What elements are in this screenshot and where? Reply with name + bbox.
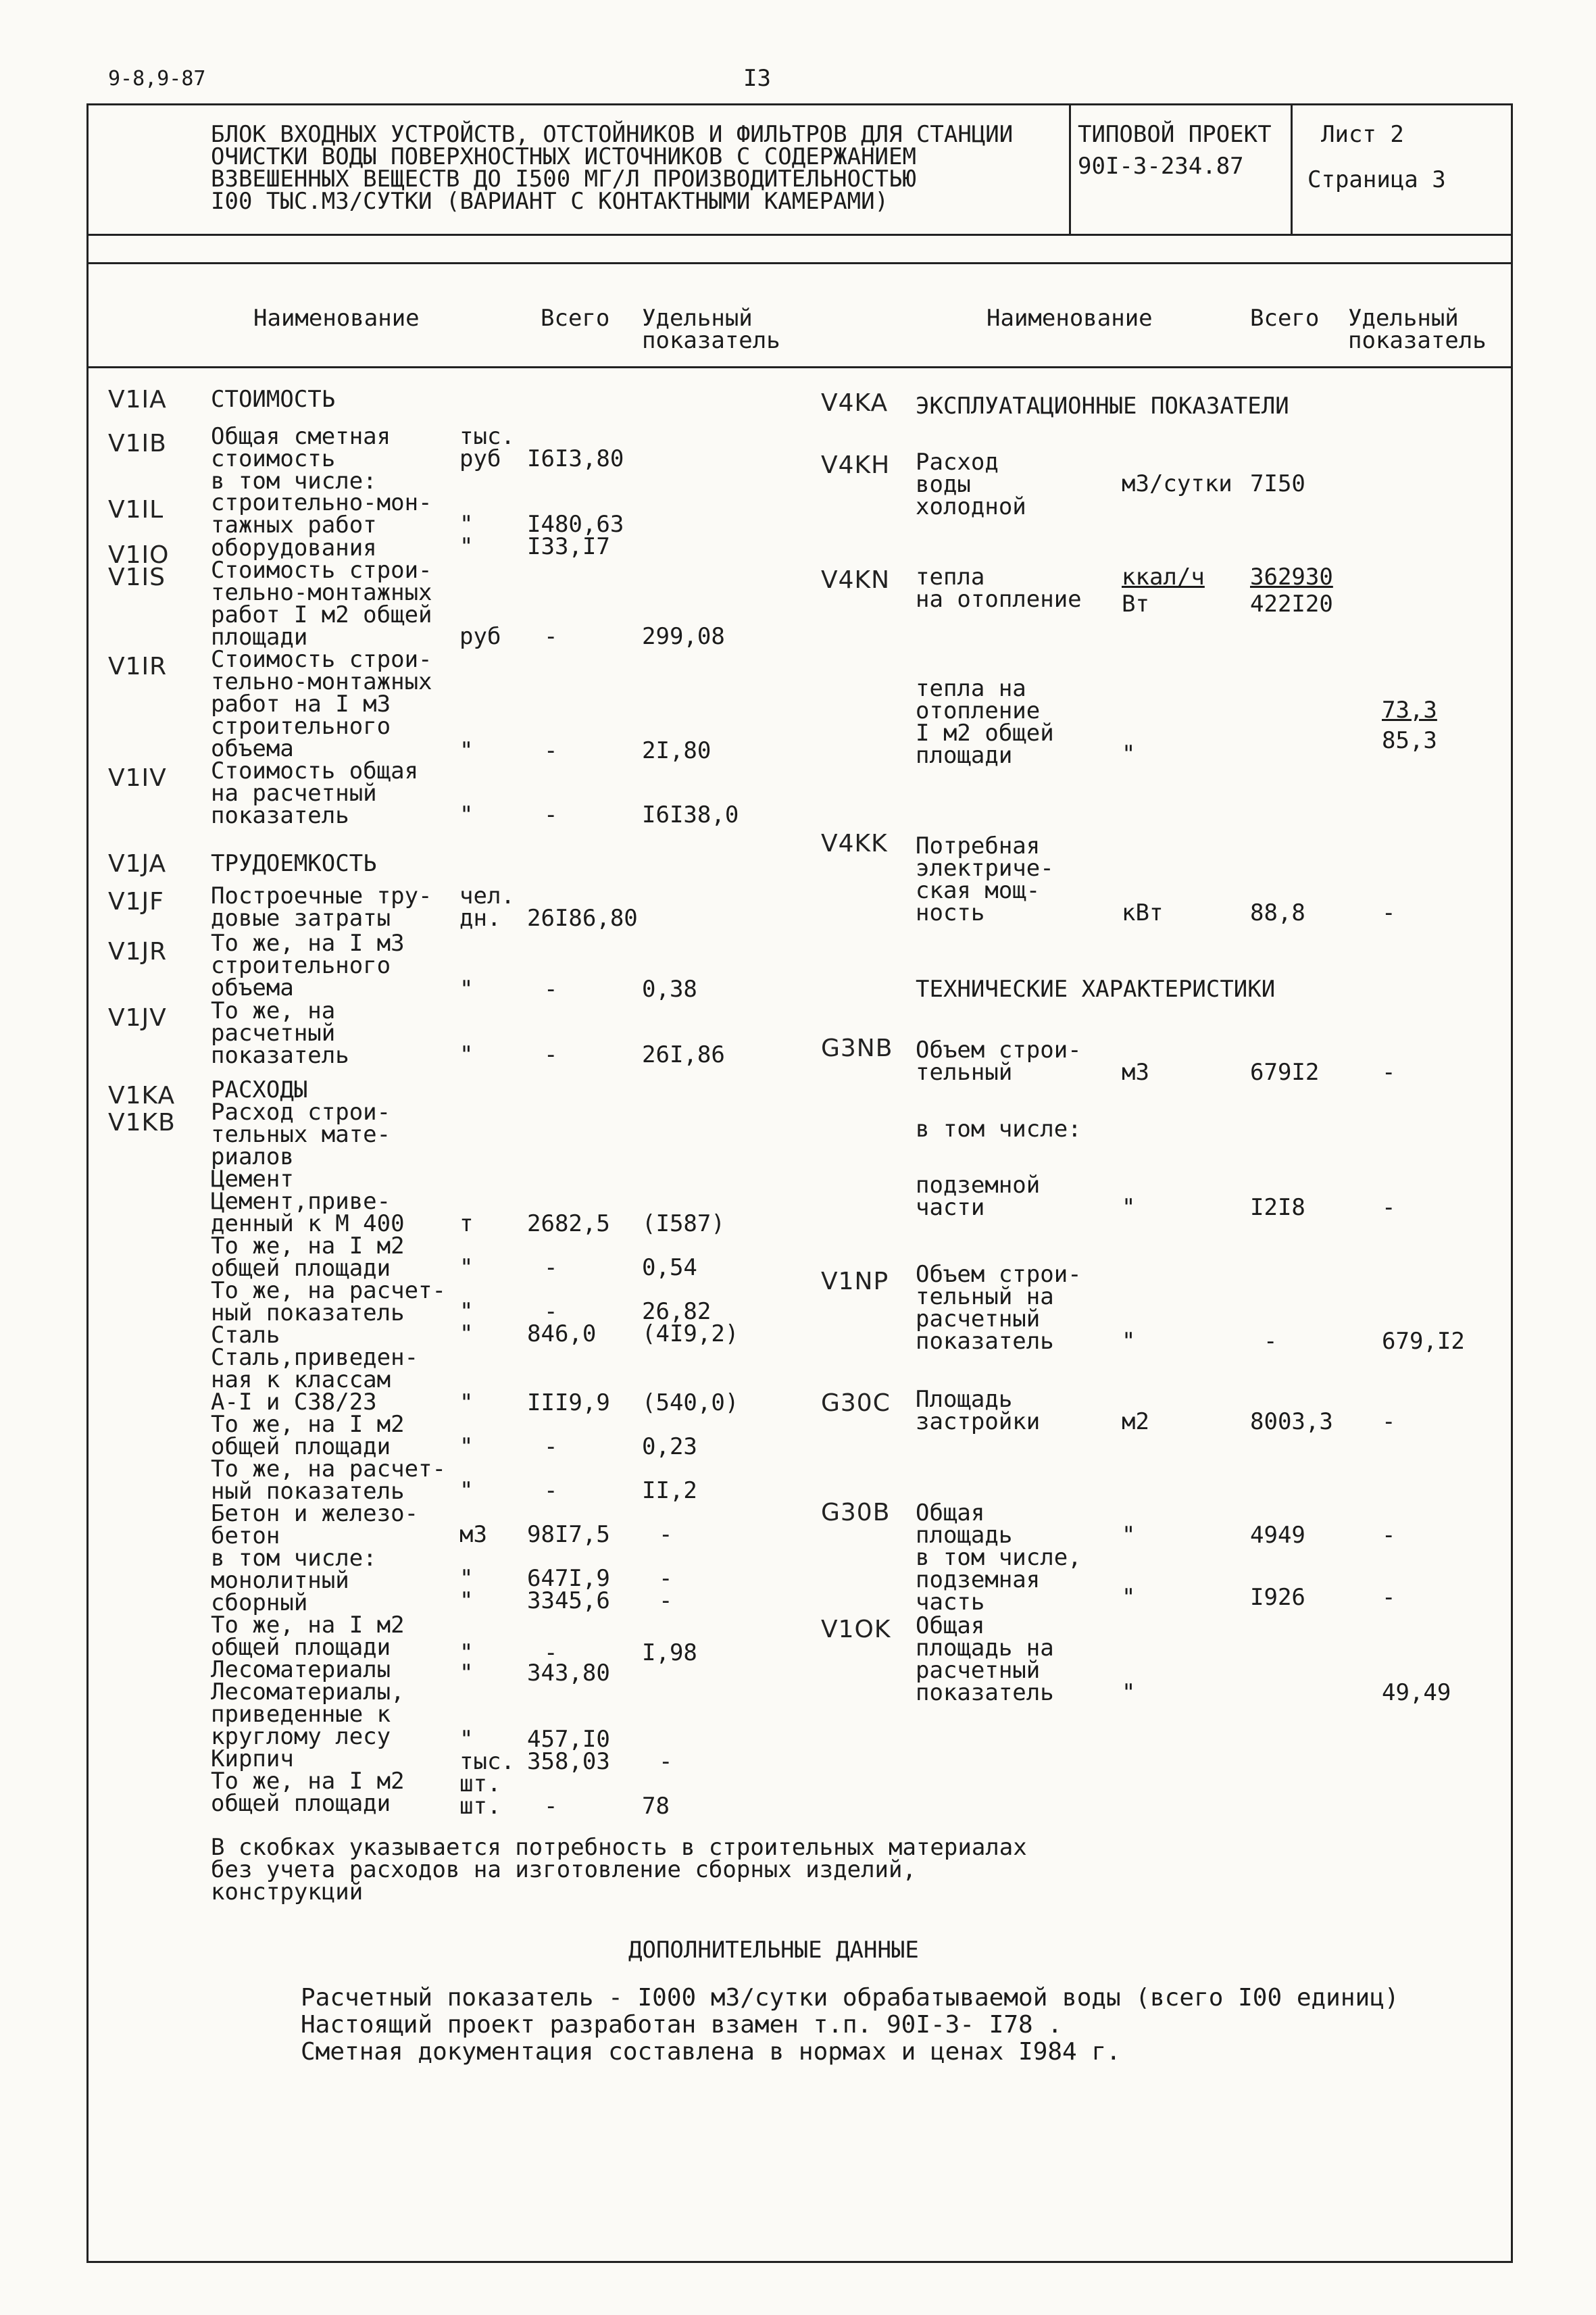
row-label: тельно-монтажных [211,668,432,695]
row-label: сборный [211,1589,308,1616]
row-code: G30C [821,1389,891,1417]
row-total: 457,I0 [527,1726,610,1753]
row-label: тельных мате- [211,1121,391,1148]
row-label: ная к классам [211,1366,391,1393]
row-unit: " [459,1587,474,1614]
row-specific: 679,I2 [1382,1328,1465,1355]
row-label: стоимость [211,445,336,472]
row-label: риалов [211,1143,294,1170]
row-label: расчетный [916,1657,1041,1684]
row-label: общей площади [211,1433,391,1460]
row-total: 26I86,80 [527,905,638,932]
row-total: 343,80 [527,1660,610,1687]
row-specific: 0,23 [642,1433,697,1460]
row-label: площадь на [916,1635,1054,1662]
row-label: ный показатель [211,1478,405,1505]
row-label: РАСХОДЫ [211,1076,308,1103]
additional-line: Настоящий проект разработан взамен т.п. 90I-3- I78 . [301,2011,1063,2039]
row-label: отопление [916,697,1041,724]
row-code: V1OK [821,1616,891,1643]
row-unit: " [1122,741,1136,768]
row-label: в том числе: [211,1545,377,1572]
col-specific-left-2: показатель [642,327,780,354]
row-total: - [544,1793,558,1820]
row-label: Стоимость общая [211,757,419,785]
row-code: V1IO [108,541,170,569]
row-total: - [544,1639,558,1666]
row-total: I6I3,80 [527,445,624,472]
row-specific: - [659,1748,673,1775]
row-label: I м2 общей [916,720,1054,747]
row-label: площадь [916,1522,1013,1549]
row-label: круглому лесу [211,1723,391,1750]
row-unit: " [1122,1679,1136,1706]
column-header-top-line [86,262,1511,264]
row-total: 362930 [1250,564,1333,591]
row-specific: II,2 [642,1477,697,1504]
row-specific: - [1382,1522,1396,1549]
row-unit: " [459,1660,474,1687]
row-total: 846,0 [527,1320,597,1347]
row-label: строительного [211,713,391,740]
row-specific: (I587) [642,1210,725,1237]
row-specific: 26I,86 [642,1041,725,1068]
row-label: общей площади [211,1790,391,1817]
row-unit: шт. [459,1793,501,1820]
row-label: Общая [916,1612,985,1639]
row-code: V4KN [821,566,891,594]
project-label: ТИПОВОЙ ПРОЕКТ [1078,121,1272,148]
row-label: Цемент,приве- [211,1188,391,1215]
additional-title: ДОПОЛНИТЕЛЬНЫЕ ДАННЫЕ [628,1937,919,1964]
row-label: Стоимость строи- [211,646,432,673]
title-line: ОЧИСТКИ ВОДЫ ПОВЕРХНОСТНЫХ ИСТОЧНИКОВ С СОДЕРЖАНИЕМ [211,143,916,170]
row-code: V1JR [108,938,168,966]
row-unit: " [459,1639,474,1666]
row-label: на расчетный [211,780,377,807]
row-unit: " [459,1254,474,1281]
row-label: То же, на расчет- [211,1455,446,1483]
row-label: То же, на I м2 [211,1233,405,1260]
row-label: То же, на I м2 [211,1612,405,1639]
document-code: 9-8,9-87 [108,67,206,91]
page-label: Страница 3 [1307,166,1446,193]
row-label: То же, на I м2 [211,1768,405,1795]
col-name-right: Наименование [987,305,1153,332]
row-label: оборудования [211,534,377,562]
row-specific: 73,3 [1382,697,1437,724]
row-label: ность [916,899,985,926]
row-unit: м2 [1122,1408,1149,1435]
row-unit: чел. [459,882,515,910]
page-number: I3 [743,65,771,92]
row-total: - [544,1433,558,1460]
additional-line: Расчетный показатель - I000 м3/сутки обрабатываемой воды (всего I00 единиц) [301,1984,1399,2012]
row-label: расчетный [211,1020,336,1047]
row-code: V1IB [108,430,167,457]
row-unit: " [459,976,474,1003]
row-label: тепла [916,564,985,591]
row-label: расчетный [916,1305,1041,1333]
row-label: Бетон и железо- [211,1500,419,1527]
row-specific: - [659,1521,673,1548]
row-code: V1JF [108,888,164,916]
row-label: Лесоматериалы, [211,1678,405,1706]
row-unit: руб [459,623,501,650]
row-total: I33,I7 [527,533,610,560]
row-unit: " [459,801,474,828]
row-unit: " [459,1320,474,1347]
row-label: тельный [916,1059,1013,1086]
row-code: V1JV [108,1004,167,1032]
row-label: на отопление [916,586,1082,613]
note-line: конструкций [211,1878,364,1906]
row-label: электриче- [916,855,1054,882]
row-label: общей площади [211,1255,391,1282]
row-total: 8003,3 [1250,1408,1333,1435]
row-label: показатель [916,1328,1054,1355]
row-label: То же, на I м3 [211,930,405,957]
row-total: 2682,5 [527,1210,610,1237]
row-specific: 49,49 [1382,1679,1451,1706]
row-unit: тыс. [459,423,515,450]
additional-line: Сметная документация составлена в нормах и ценах I984 г. [301,2038,1121,2066]
row-unit: кВт [1122,899,1164,926]
row-unit: " [459,1565,474,1592]
row-specific: - [659,1587,673,1614]
row-unit: " [1122,1328,1136,1355]
col-specific-left-1: Удельный [642,305,753,332]
row-code: V1KB [108,1109,176,1137]
row-total: - [544,976,558,1003]
row-label: в том числе: [916,1116,1082,1143]
row-unit: м3 [1122,1059,1149,1086]
row-unit: м3/сутки [1122,470,1232,497]
row-code: V1IA [108,386,167,414]
row-total: 4949 [1250,1522,1305,1549]
row-code: V4KA [821,389,889,417]
row-unit: " [459,1389,474,1416]
row-label: ская мощ- [916,877,1041,904]
row-label: работ на I м3 [211,691,391,718]
row-unit: Вт [1122,591,1149,618]
col-name-left: Наименование [253,305,420,332]
row-label: Сталь [211,1322,280,1349]
row-label: показатель [211,1042,349,1069]
row-label: Потребная [916,832,1041,860]
row-label: Общая сметная [211,423,391,450]
row-label: Расход строи- [211,1099,391,1126]
header-bottom-line [86,234,1511,236]
row-unit: тыс. [459,1748,515,1775]
row-label: холодной [916,493,1026,520]
row-total: - [544,1254,558,1281]
row-code: V1NP [821,1268,889,1295]
row-unit: " [459,1433,474,1460]
row-unit: руб [459,445,501,472]
row-total: 3345,6 [527,1587,610,1614]
row-unit: " [459,737,474,764]
row-total: - [544,801,558,828]
row-specific: 299,08 [642,623,725,650]
row-label: в том числе, [916,1544,1082,1571]
row-total: 422I20 [1250,591,1333,618]
row-label: площади [916,742,1013,769]
row-specific: - [1382,1584,1396,1611]
row-label: площади [211,624,308,651]
col-specific-right-2: показатель [1348,327,1487,354]
row-label: тепла на [916,675,1026,702]
row-label: довые затраты [211,905,391,932]
row-label: приведенные к [211,1701,391,1728]
row-unit: " [1122,1584,1136,1611]
row-label: Построечные тру- [211,882,432,910]
row-label: показатель [916,1679,1054,1706]
row-label: тельный на [916,1283,1054,1310]
row-total: 679I2 [1250,1059,1320,1086]
row-unit: м3 [459,1521,487,1548]
row-unit: " [459,1041,474,1068]
row-label: строительного [211,952,391,979]
row-unit: т [459,1210,474,1237]
row-label: монолитный [211,1567,349,1594]
row-specific: - [1382,1194,1396,1221]
row-label: То же, на расчет- [211,1277,446,1304]
row-label: А-I и С38/23 [211,1389,377,1416]
row-label: часть [916,1589,985,1616]
row-unit: дн. [459,905,501,932]
row-label: То же, на I м2 [211,1411,405,1438]
col-total-right: Всего [1250,305,1320,332]
row-label: Объем строи- [916,1261,1082,1288]
row-unit: " [459,1477,474,1504]
row-specific: 0,38 [642,976,697,1003]
row-code: V1IR [108,653,168,680]
row-label: Цемент [211,1166,294,1193]
row-total: 98I7,5 [527,1521,610,1548]
row-label: тажных работ [211,512,377,539]
row-total: - [544,737,558,764]
project-number: 90I-3-234.87 [1078,153,1244,180]
row-specific: 85,3 [1382,727,1437,754]
row-unit: " [459,533,474,560]
row-label: объема [211,735,294,762]
row-total: - [544,623,558,650]
row-label: ный показатель [211,1299,405,1326]
header-divider-1 [1069,103,1071,235]
row-label: общей площади [211,1634,391,1661]
row-code: G3NB [821,1035,893,1062]
row-label: Сталь,приведен- [211,1344,419,1371]
row-unit: " [1122,1194,1136,1221]
row-specific: - [1382,1408,1396,1435]
row-label: работ I м2 общей [211,601,432,628]
row-total: 647I,9 [527,1565,610,1592]
row-total: 88,8 [1250,899,1305,926]
row-code: V1JA [108,850,167,878]
row-label: Площадь [916,1386,1013,1413]
row-specific: I,98 [642,1639,697,1666]
row-total: - [1264,1328,1278,1355]
note-line: В скобках указывается потребность в строительных материалах [211,1834,1027,1861]
row-label: Стоимость строи- [211,557,432,584]
row-label: воды [916,471,971,498]
row-label: ТЕХНИЧЕСКИЕ ХАРАКТЕРИСТИКИ [916,976,1276,1003]
column-header-bottom-line [86,366,1511,368]
row-label: в том числе: [211,468,377,495]
row-unit: " [1122,1522,1136,1549]
row-label: подземная [916,1566,1041,1593]
row-code: V4KH [821,451,891,479]
row-label: подземной [916,1172,1041,1199]
row-code: V1KA [108,1082,176,1110]
row-code: V1IV [108,764,167,792]
header-divider-2 [1291,103,1293,235]
row-label: Объем строи- [916,1037,1082,1064]
col-specific-right-1: Удельный [1348,305,1459,332]
row-unit: ккал/ч [1122,564,1205,591]
note-line: без учета расходов на изготовление сборных изделий, [211,1856,916,1883]
row-unit: " [459,1726,474,1753]
row-label: Кирпич [211,1745,294,1772]
row-specific: - [659,1565,673,1592]
row-total: - [544,1298,558,1325]
row-specific: - [1382,1059,1396,1086]
row-label: СТОИМОСТЬ [211,386,336,413]
row-total: - [544,1041,558,1068]
row-total: I2I8 [1250,1194,1305,1221]
row-unit: шт. [459,1770,501,1797]
row-specific: - [1382,899,1396,926]
row-code: V1IS [108,564,166,591]
row-label: ТРУДОЕМКОСТЬ [211,850,377,877]
sheet-label: Лист 2 [1321,121,1404,148]
row-specific: 2I,80 [642,737,712,764]
row-code: V4KK [821,830,888,857]
title-line: БЛОК ВХОДНЫХ УСТРОЙСТВ, ОТСТОЙНИКОВ И ФИЛЬТРОВ ДЛЯ СТАНЦИИ [211,121,1014,148]
row-specific: 0,54 [642,1254,697,1281]
row-total: 7I50 [1250,470,1305,497]
row-total: I926 [1250,1584,1305,1611]
row-unit: " [459,511,474,538]
row-label: показатель [211,802,349,829]
row-label: Лесоматериалы [211,1656,391,1683]
row-specific: (540,0) [642,1389,739,1416]
row-label: бетон [211,1522,280,1549]
row-label: тельно-монтажных [211,579,432,606]
row-label: ЭКСПЛУАТАЦИОННЫЕ ПОКАЗАТЕЛИ [916,393,1289,420]
row-specific: 26,82 [642,1298,712,1325]
row-label: То же, на [211,997,336,1024]
row-total: - [544,1477,558,1504]
row-label: застройки [916,1408,1041,1435]
row-unit: " [459,1298,474,1325]
col-total-left: Всего [541,305,610,332]
row-label: Расход [916,449,999,476]
row-total: III9,9 [527,1389,610,1416]
row-code: G30B [821,1499,891,1526]
title-line: ВЗВЕШЕННЫХ ВЕЩЕСТВ ДО I500 МГ/Л ПРОИЗВОДИТЕЛЬНОСТЬЮ [211,166,916,193]
row-label: строительно-мон- [211,489,432,516]
row-label: части [916,1194,985,1221]
row-total: 358,03 [527,1748,610,1775]
row-label: Общая [916,1499,985,1526]
row-total: I480,63 [527,511,624,538]
row-label: объема [211,974,294,1001]
row-specific: 78 [642,1793,670,1820]
row-code: V1IL [108,496,164,524]
row-specific: I6I38,0 [642,801,739,828]
title-line: I00 ТЫС.М3/СУТКИ (ВАРИАНТ С КОНТАКТНЫМИ КАМЕРАМИ) [211,188,889,215]
row-label: денный к М 400 [211,1210,405,1237]
row-specific: (4I9,2) [642,1320,739,1347]
